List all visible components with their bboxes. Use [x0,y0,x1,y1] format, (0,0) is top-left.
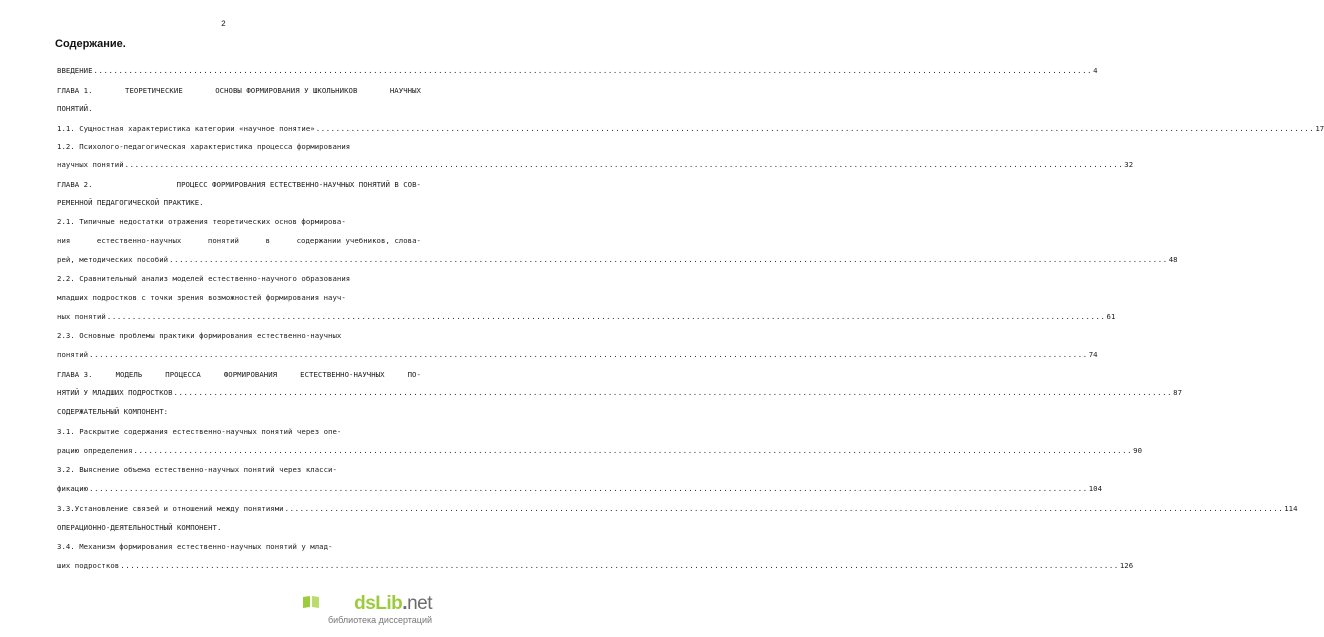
toc-line: 2.2. Сравнительный анализ моделей естественно-научного образования [57,274,351,283]
toc-page-number: 32 [1124,160,1134,169]
toc-word: ОСНОВЫ ФОРМИРОВАНИЯ У ШКОЛЬНИКОВ [215,86,358,95]
toc-page-number: 114 [1284,504,1298,513]
logo-tld: net [407,593,432,614]
toc-line: 3.1. Раскрытие содержания естественно-научных понятий через опе- [57,427,342,436]
toc-line [57,86,421,95]
dot-leader: ........................................................................................................................................................................................................ [133,446,1133,455]
toc-line [57,180,421,189]
toc-entry-text: научных понятий [57,160,124,169]
watermark [302,593,432,627]
toc-entry-text: НЯТИЙ У МЛАДШИХ ПОДРОСТКОВ [57,388,173,397]
toc-page-number: 87 [1173,388,1183,397]
toc-line [57,236,421,245]
dot-leader: ........................................................................................................................................................................................................ [315,124,1315,133]
toc-word: ФОРМИРОВАНИЯ [223,370,278,379]
toc-word: МОДЕЛЬ [115,370,143,379]
watermark-subtitle: библиотека диссертаций [327,615,432,625]
toc-entry-text: рей, методических пособий [57,255,169,264]
toc-page-number: 104 [1088,484,1103,493]
toc-page-number: 74 [1088,350,1098,359]
toc-entry-text: ших подростков [57,561,120,570]
toc-line: ОПЕРАЦИОННО-ДЕЯТЕЛЬНОСТНЫЙ КОМПОНЕНТ. [57,523,222,532]
toc-word: ГЛАВА 3. [57,370,93,379]
toc-page-number: 4 [1093,66,1098,75]
toc-page-number: 48 [1168,255,1178,264]
dot-leader: ........................................................................................................................................................................................................ [89,484,1088,493]
toc-line: 1.2. Психолого-педагогическая характеристика процесса формирования [57,142,351,151]
page-number: 2 [221,20,226,29]
toc-line: 3.2. Выяснение объема естественно-научных понятий через класси- [57,465,337,474]
toc-page-number: 126 [1119,561,1134,570]
toc-word: понятий [207,236,239,245]
watermark-logo [354,593,432,615]
toc-entry-text: ных понятий [57,312,106,321]
toc-word: ГЛАВА 1. [57,86,93,95]
dot-leader: ........................................................................................................................................................................................................ [173,388,1173,397]
toc-line [57,561,1134,570]
toc-word: ПО- [407,370,421,379]
toc-page-number: 90 [1133,446,1143,455]
toc-word: содержании учебников, слова- [296,236,421,245]
dot-leader: ........................................................................................................................................................................................................ [93,66,1093,75]
toc-line [57,446,1143,455]
toc-line: 2.1. Типичные недостатки отражения теоретических основ формирова- [57,217,346,226]
book-icon [302,595,320,609]
toc-word: ГЛАВА 2. [57,180,93,189]
toc-line: 3.4. Механизм формирования естественно-научных понятий у млад- [57,542,333,551]
toc-line [57,388,1183,397]
toc-line: СОДЕРЖАТЕЛЬНЫЙ КОМПОНЕНТ: [57,407,169,416]
toc-line [57,504,1298,513]
toc-line [57,66,1098,75]
toc-entry-text: понятий [57,350,89,359]
toc-entry-text: 3.3.Установление связей и отношений между понятиями [57,504,284,513]
toc-line [57,255,1178,264]
toc-page-number: 17 [1315,124,1324,133]
toc-word: естественно-научных [96,236,182,245]
toc-line [57,484,1103,493]
toc-word: НАУЧНЫХ [389,86,421,95]
dot-leader: ........................................................................................................................................................................................................ [120,561,1119,570]
toc-line [57,160,1134,169]
toc-word: ния [57,236,71,245]
toc-line [57,370,421,379]
dot-leader: ........................................................................................................................................................................................................ [169,255,1168,264]
toc-entry-text: ВВЕДЕНИЕ [57,66,93,75]
toc-entry-text: фикацию [57,484,89,493]
toc-word: ТЕОРЕТИЧЕСКИЕ [125,86,183,95]
logo-dot: . [402,593,408,614]
toc-line [57,350,1098,359]
dot-leader: ........................................................................................................................................................................................................ [106,312,1106,321]
toc-entry-text: 1.1. Сущностная характеристика категории «научное понятие» [57,124,315,133]
toc-word: ЕСТЕСТВЕННО-НАУЧНЫХ [300,370,385,379]
toc-line: РЕМЕННОЙ ПЕДАГОГИЧЕСКОЙ ПРАКТИКЕ. [57,198,204,207]
dot-leader: ........................................................................................................................................................................................................ [89,350,1088,359]
toc-line: ПОНЯТИЙ. [57,104,93,113]
toc-word: ПРОЦЕСС ФОРМИРОВАНИЯ ЕСТЕСТВЕННО-НАУЧНЫХ ПОНЯТИЙ В СОВ- [176,180,421,189]
logo-main: dsLib [354,593,403,614]
toc-line: 2.3. Основные проблемы практики формирования естественно-научных [57,331,342,340]
dot-leader: ........................................................................................................................................................................................................ [124,160,1124,169]
toc-word: ПРОЦЕССА [165,370,201,379]
toc-page-number: 61 [1106,312,1116,321]
toc-line: младших подростков с точки зрения возможностей формирования науч- [57,293,346,302]
toc-word: в [265,236,271,245]
dot-leader: ........................................................................................................................................................................................................ [284,504,1284,513]
toc-heading: Содержание. [55,38,126,50]
toc-line [57,312,1116,321]
toc-line [57,124,1324,133]
toc-entry-text: рацию определения [57,446,133,455]
